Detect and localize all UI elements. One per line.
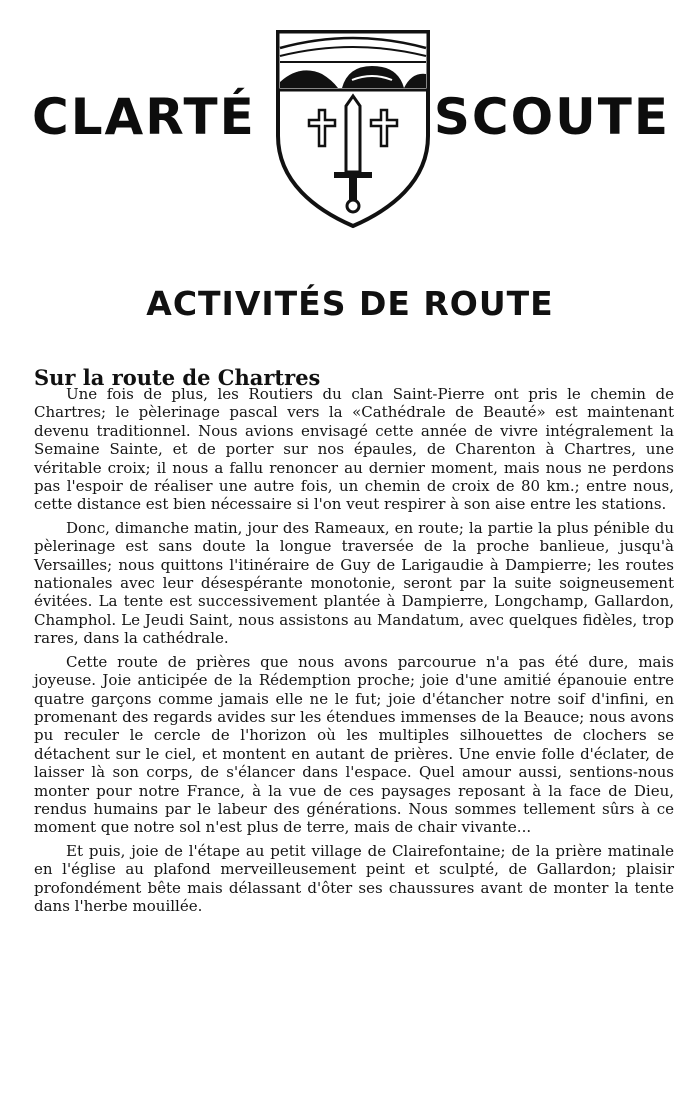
article-body (34, 385, 674, 920)
article-paragraph: Donc, dimanche matin, jour des Rameaux, en route; la partie la plus pénible du pèlerinage est sans doute la longue traversée de la proche banlieue, jusqu'à Versailles; nous quittons l'itinéraire de Guy de Larigaudie à Dampierre; les routes nationales avec leur désespérante monotonie, seront par la suite soigneusement évitées. La tente est successivement plantée à Dampierre, Longchamp, Gallardon, Champhol. Le Jeudi Saint, nous assistons au Mandatum, avec quelques fidèles, trop rares, dans la cathédrale. (34, 518, 674, 648)
masthead-word-left: CLARTÉ (32, 88, 256, 146)
article-subtitle: Sur la route de Chartres (34, 365, 321, 391)
article-paragraph: Cette route de prières que nous avons parcourue n'a pas été dure, mais joyeuse. Joie anticipée de la Rédemption proche; joie d'une amitié épanouie entre quatre garçons comme jamais elle ne le fut; joie d'étancher notre soif d'infini, en promenant des regards avides sur les étendues immenses de la Beauce; nous avons pu reculer le cercle de l'horizon où les multiples silhouettes de clochers se détachent sur le ciel, et montent en autant de prières. Une envie folle d'éclater, de laisser là son corps, de s'élancer dans l'espace. Quel amour aussi, sentions-nous monter pour notre France, à la vue de ces paysages reposant à la face de Dieu, rendus humains par le labeur des générations. Nous sommes tellement sûrs à ce moment que notre sol n'est plus de terre, mais de chair vivante... (34, 652, 674, 837)
section-title: ACTIVITÉS DE ROUTE (146, 284, 554, 324)
scout-crest-icon (272, 24, 434, 230)
article-paragraph: Et puis, joie de l'étape au petit village de Clairefontaine; de la prière matinale en l'église au plafond merveilleusement peint et sculpté, de Gallardon; plaisir profondément bête mais délassant d'ôter ses chaussures avant de monter la tente dans l'herbe mouillée. (34, 841, 674, 915)
masthead-word-right: SCOUTE (433, 88, 670, 146)
article-paragraph: Une fois de plus, les Routiers du clan Saint-Pierre ont pris le chemin de Chartres; le pèlerinage pascal vers la «Cathédrale de Beauté» est maintenant devenu traditionnel. Nous avions envisagé cette année de vivre intégralement la Semaine Sainte, et de porter sur nos épaules, de Charenton à Chartres, une véritable croix; il nous a fallu renoncer au dernier moment, mais nous ne perdons pas l'espoir de réaliser une autre fois, un chemin de croix de 80 km.; entre nous, cette distance est bien nécessaire si l'on veut respirer à son aise entre les stations. (34, 385, 674, 514)
masthead (0, 0, 700, 240)
